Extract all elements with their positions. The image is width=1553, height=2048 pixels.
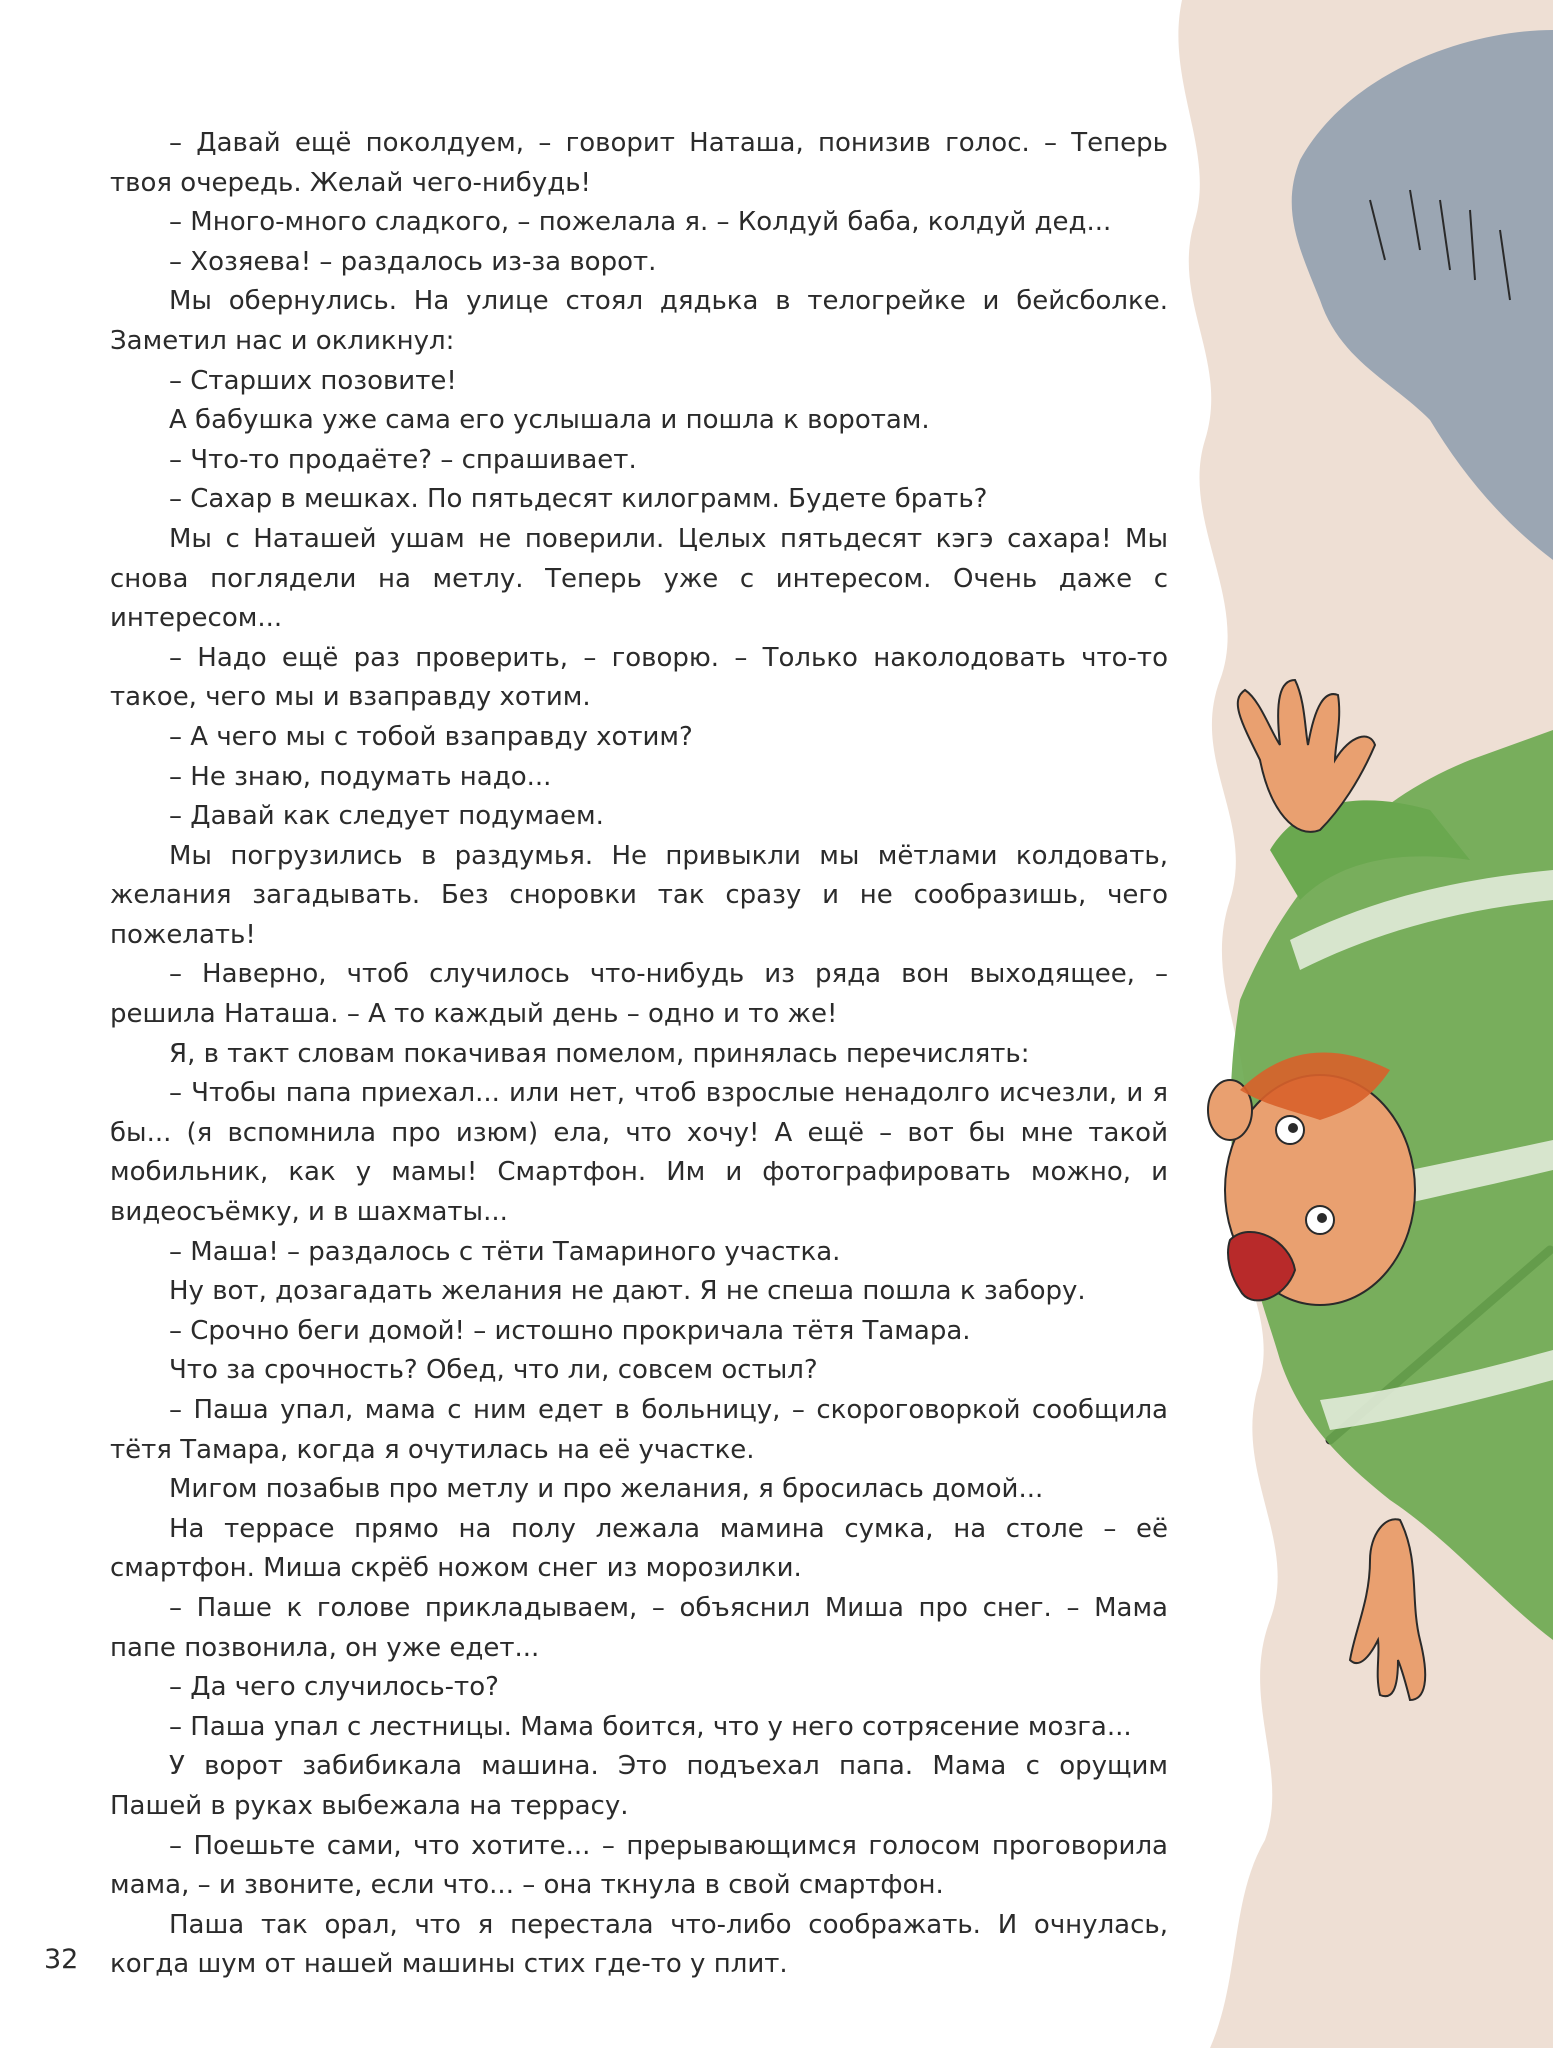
paragraph: – Паша упал, мама с ним едет в больницу, – скороговоркой сообщила тётя Тамара, когда я очутилась на её участке. <box>110 1395 1168 1465</box>
paragraph: – Да чего случилось-то? <box>169 1672 499 1703</box>
falling-boy-illustration <box>1170 0 1553 2048</box>
paragraph: – Маша! – раздалось с тёти Тамариного участка. <box>169 1236 841 1267</box>
paragraph: – Срочно беги домой! – истошно прокричала тётя Тамара. <box>169 1315 971 1346</box>
paragraph: У ворот забибикала машина. Это подъехал папа. Мама с орущим Пашей в руках выбежала на террасу. <box>110 1751 1168 1821</box>
paragraph: На террасе прямо на полу лежала мамина сумка, на столе – её смартфон. Миша скрёб ножом снег из морозилки. <box>110 1513 1168 1584</box>
paragraph: Ну вот, дозагадать желания не дают. Я не спеша пошла к забору. <box>169 1276 1086 1307</box>
paragraph: – А чего мы с тобой взаправду хотим? <box>169 721 693 752</box>
paragraph: Мы обернулись. На улице стоял дядька в телогрейке и бейсболке. Заметил нас и окликнул: <box>110 286 1168 356</box>
paragraph: – Старших позовите! <box>169 365 457 396</box>
boy-pupil <box>1317 1213 1327 1223</box>
page-number: 32 <box>44 1944 79 1975</box>
paragraph: – Наверно, чтоб случилось что-нибудь из ряда вон выходящее, – решила Наташа. – А то каждый день – одно и то же! <box>110 959 1168 1030</box>
paragraph: Что за срочность? Обед, что ли, совсем остыл? <box>169 1355 818 1386</box>
paragraph: А бабушка уже сама его услышала и пошла к воротам. <box>169 405 930 436</box>
paragraph: Паша так орал, что я перестала что-либо соображать. И очнулась, когда шум от нашей машины стих где-то у плит. <box>110 1909 1168 1980</box>
paragraph: – Не знаю, подумать надо... <box>169 761 552 792</box>
paragraph: – Паше к голове прикладываем, – объяснил Миша про снег. – Мама папе позвонила, он уже едет... <box>110 1592 1168 1663</box>
boy-pupil <box>1288 1123 1298 1133</box>
paragraph: Мы с Наташей ушам не поверили. Целых пятьдесят кэгэ сахара! Мы снова поглядели на метлу. Теперь уже с интересом. Очень даже с интересом... <box>110 523 1168 634</box>
story-text <box>110 124 1168 1985</box>
paragraph: Мы погрузились в раздумья. Не привыкли мы мётлами колдовать, желания загадывать. Без сноровки так сразу и не сообразишь, чего пожелать! <box>110 840 1168 950</box>
paragraph: – Паша упал с лестницы. Мама боится, что у него сотрясение мозга... <box>169 1711 1132 1742</box>
paragraph: – Поешьте сами, что хотите... – прерывающимся голосом проговорила мама, – и звоните, если что... – она ткнула в свой смартфон. <box>110 1830 1168 1901</box>
paragraph: – Сахар в мешках. По пятьдесят килограмм. Будете брать? <box>169 484 988 515</box>
paragraph: – Давай как следует подумаем. <box>169 801 604 832</box>
paragraph: – Что-то продаёте? – спрашивает. <box>169 444 637 475</box>
paragraph: – Хозяева! – раздалось из-за ворот. <box>169 246 657 277</box>
paragraph: – Давай ещё поколдуем, – говорит Наташа, понизив голос. – Теперь твоя очередь. Желай чего-нибудь! <box>110 128 1168 198</box>
paragraph: – Много-много сладкого, – пожелала я. – Колдуй баба, колдуй дед... <box>169 207 1112 238</box>
paragraph: Я, в такт словам покачивая помелом, принялась перечислять: <box>169 1038 1030 1069</box>
paragraph: Мигом позабыв про метлу и про желания, я бросилась домой... <box>169 1474 1044 1505</box>
paragraph: – Чтобы папа приехал... или нет, чтоб взрослые ненадолго исчезли, и я бы... (я вспомнила про изюм) ела, что хочу! А ещё – вот бы мне такой мобильник, как у мамы! Смартфон. Им и фотографировать можно, и видеосъёмку, и в шахматы... <box>110 1078 1168 1228</box>
paragraph: – Надо ещё раз проверить, – говорю. – Только наколодовать что-то такое, чего мы и взаправду хотим. <box>110 642 1168 713</box>
